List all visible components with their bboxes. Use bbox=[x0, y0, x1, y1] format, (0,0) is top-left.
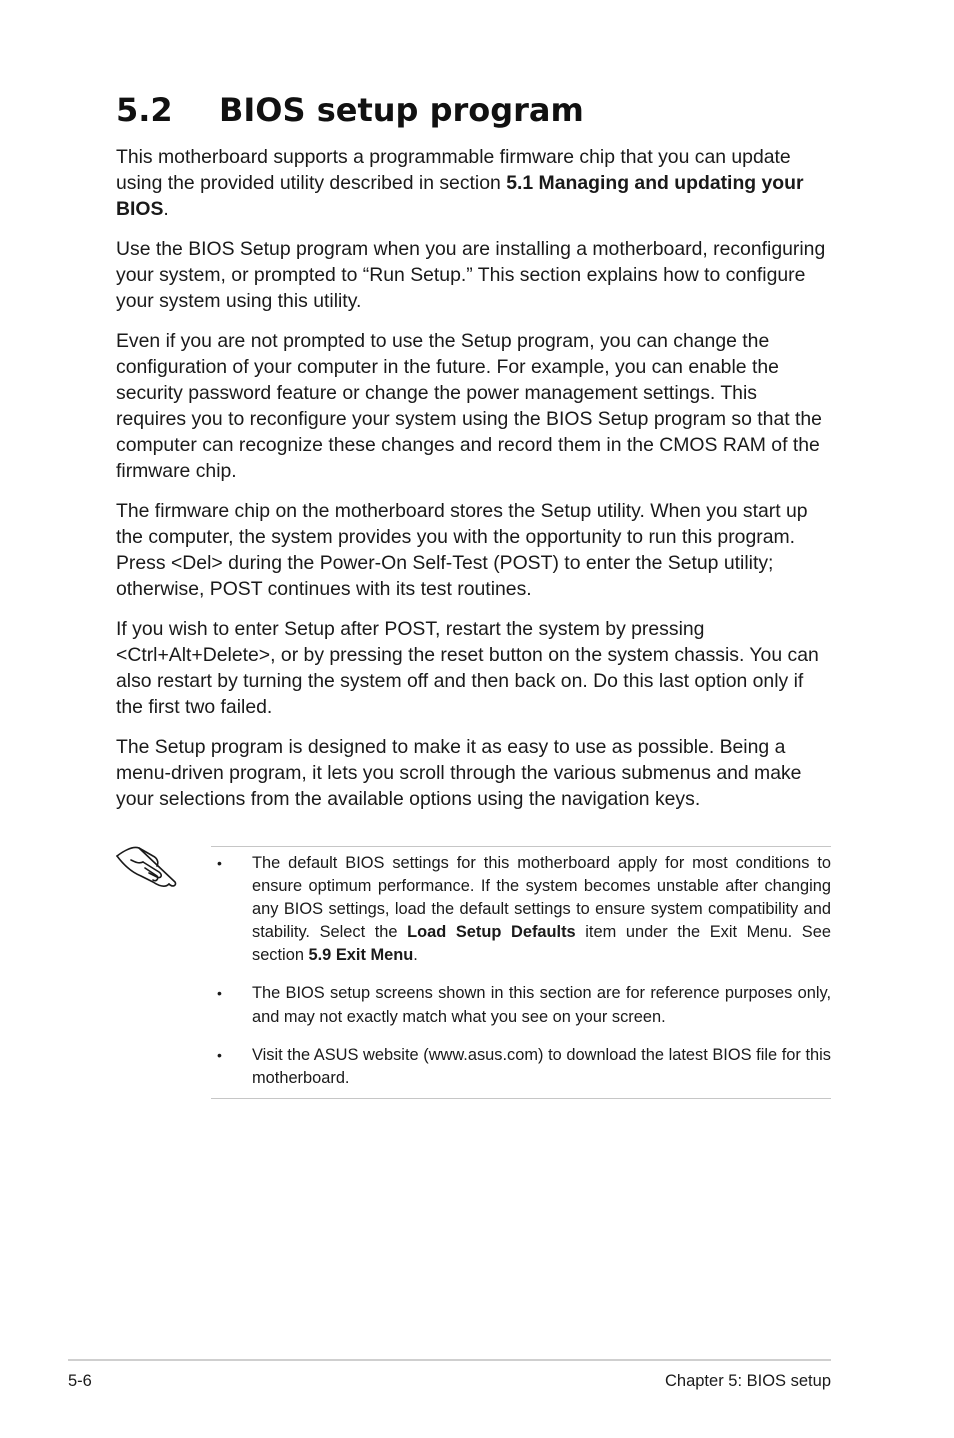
paragraph-6: The Setup program is designed to make it as easy to use as possible. Being a menu-driven program, it lets you scroll through the various submenus and make your selections from the available options using the navigation keys. bbox=[116, 736, 802, 810]
chapter-label: Chapter 5: BIOS setup bbox=[664, 1372, 831, 1390]
note-item-1 bbox=[211, 852, 831, 967]
section-title: BIOS setup program bbox=[219, 91, 584, 129]
paragraph-3: Even if you are not prompted to use the Setup program, you can change the configuration of your computer in the future. For example, you can enable the security password feature or change the power management settings. This requires you to reconfigure your system using the BIOS Setup program so that the computer can recognize these changes and record them in the CMOS RAM of the firmware chip. bbox=[116, 330, 822, 482]
note-item-2 bbox=[211, 982, 831, 1028]
pointing-hand-icon bbox=[113, 842, 181, 892]
paragraph-2: Use the BIOS Setup program when you are installing a motherboard, reconfiguring your system, or prompted to “Run Setup.” This section explains how to configure your system using this utility. bbox=[116, 238, 826, 312]
note-item-1-end: . bbox=[413, 946, 418, 965]
bullet: • bbox=[217, 855, 222, 871]
note-item-2-text: The BIOS setup screens shown in this section are for reference purposes only, and may not exactly match what you see on your screen. bbox=[252, 984, 831, 1026]
note-bottom-rule bbox=[211, 1098, 831, 1099]
bullet: • bbox=[217, 1046, 222, 1063]
note-item-1-text: The default BIOS settings for this motherboard apply for most conditions to ensure optimum performance. If the system becomes unstable after changing any BIOS settings, load the default settings to ensure system compatibility and stability. Select the bbox=[252, 854, 831, 942]
note-item-1-text-2: item under the Exit Menu. See section bbox=[252, 923, 831, 965]
note-top-rule bbox=[211, 846, 831, 847]
paragraph-1-end: . bbox=[163, 198, 169, 220]
note-list bbox=[211, 852, 831, 1105]
exit-menu-reference: 5.9 Exit Menu bbox=[308, 946, 414, 965]
body-text bbox=[116, 144, 832, 826]
paragraph-5: If you wish to enter Setup after POST, restart the system by pressing <Ctrl+Alt+Delete>, or by pressing the reset button on the system chassis. You can also restart by turning the system off and then back on. Do this last option only if the first two failed. bbox=[116, 618, 819, 718]
page-number: 5-6 bbox=[68, 1372, 92, 1390]
paragraph-1 bbox=[116, 144, 832, 222]
section-number: 5.2 bbox=[116, 91, 173, 129]
footer-rule bbox=[68, 1359, 831, 1361]
section-heading bbox=[116, 86, 584, 134]
paragraph-4: The firmware chip on the motherboard stores the Setup utility. When you start up the computer, the system provides you with the opportunity to run this program. Press <Del> during the Power-On Self-Test (POST) to enter the Setup utility; otherwise, POST continues with its test routines. bbox=[116, 500, 808, 600]
note-item-3 bbox=[211, 1044, 831, 1090]
section-reference: 5.1 Managing and updating your BIOS bbox=[116, 172, 804, 220]
paragraph-1-text: This motherboard supports a programmable firmware chip that you can update using the provided utility described in section bbox=[116, 146, 791, 194]
load-setup-defaults-reference: Load Setup Defaults bbox=[407, 923, 576, 942]
note-item-3-text: Visit the ASUS website (www.asus.com) to download the latest BIOS file for this motherboard. bbox=[252, 1045, 831, 1087]
bullet: • bbox=[217, 985, 222, 1002]
